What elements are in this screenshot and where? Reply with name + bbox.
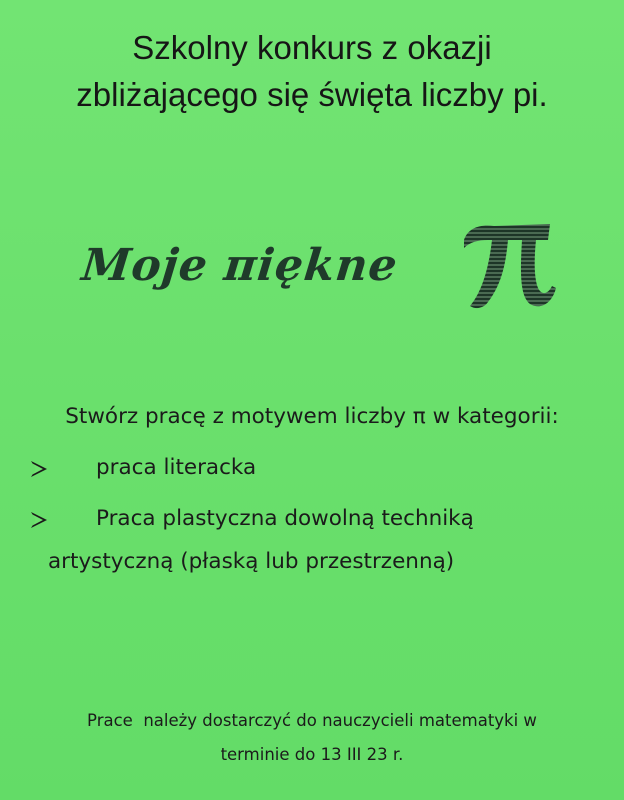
category-label: Praca plastyczna dowolną techniką: [96, 506, 474, 531]
arrow-bullet-icon: [28, 509, 50, 531]
poster-title: [0, 24, 624, 118]
note-line-2: terminie do 13 III 23 r.: [220, 745, 404, 764]
category-label: praca literacka: [96, 455, 257, 480]
intro-text: Stwórz pracę z motywem liczby π w kategorii:: [65, 404, 559, 429]
title-line-1: Szkolny konkurs z okazji: [132, 29, 492, 66]
arrow-bullet-icon: [28, 458, 50, 480]
title-line-2: zbliżającego się święta liczby pi.: [76, 76, 548, 113]
note-line-1: Prace należy dostarczyć do nauczycieli matematyki w: [87, 711, 537, 730]
pi-letter-icon: [458, 218, 558, 318]
slogan-text: Moje πiękne: [79, 240, 401, 291]
submission-note: [0, 704, 624, 772]
category-label-continued: artystyczną (płaską lub przestrzenną): [48, 549, 455, 574]
contest-slogan: [0, 212, 624, 322]
